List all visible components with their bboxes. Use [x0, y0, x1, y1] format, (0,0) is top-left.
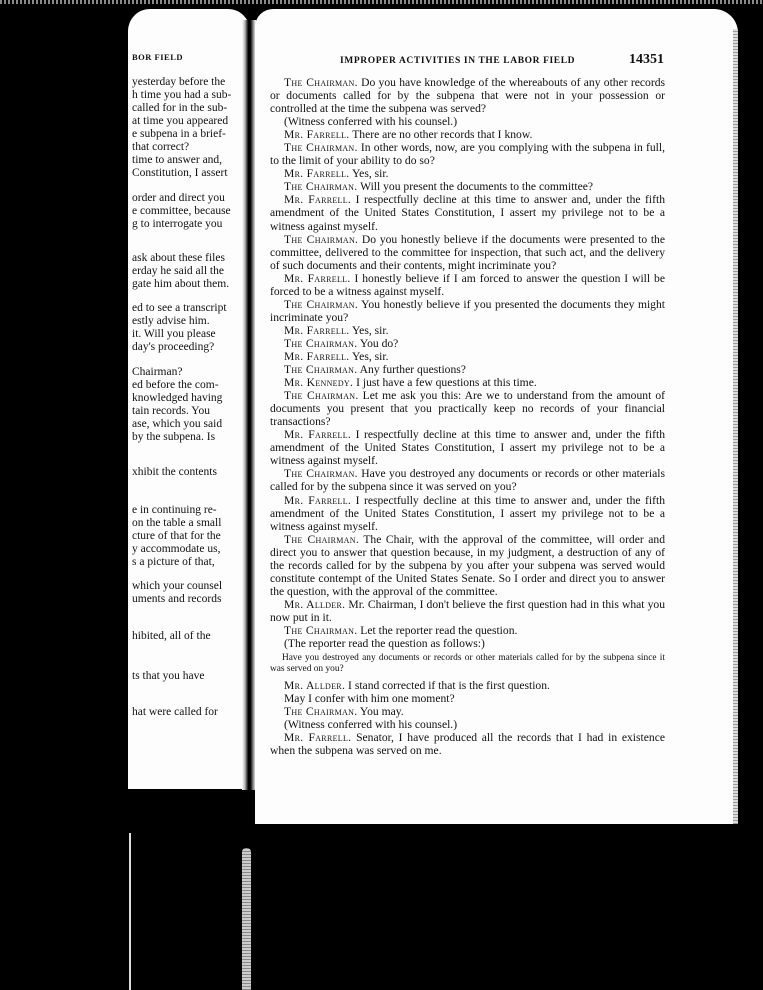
left-page-line: cture of that for the	[132, 530, 221, 542]
left-page-line: Chairman?	[132, 366, 183, 378]
left-page-line: estly advise him.	[132, 315, 210, 327]
transcript-paragraph	[270, 193, 665, 232]
running-head: IMPROPER ACTIVITIES IN THE LABOR FIELD	[340, 56, 576, 66]
speaker-name: The Chairman.	[284, 232, 359, 246]
left-page-line: called for in the sub-	[132, 102, 228, 114]
speech-text: There are no other records that I know.	[349, 128, 533, 142]
transcript-paragraph	[270, 467, 665, 493]
speech-text: Do you have knowledge of the whereabouts of any other records or documents called for by the subpena that were not in your possession or controlled at the time the subpena was served?	[270, 76, 665, 116]
transcript-paragraph	[270, 679, 665, 692]
speaker-name: Mr. Farrell.	[284, 193, 352, 207]
left-page-line: g to interrogate you	[132, 218, 223, 230]
speech-text: Let the reporter read the question.	[357, 623, 518, 637]
left-page-line: ed before the com-	[132, 379, 219, 391]
speaker-name: Mr. Farrell.	[284, 128, 350, 142]
speaker-name: Mr. Allder.	[284, 597, 346, 611]
transcript-paragraph	[270, 637, 665, 650]
transcript-paragraph	[270, 272, 665, 298]
left-page-line: order and direct you	[132, 192, 225, 204]
speech-text: I stand corrected if that is the first question.	[345, 679, 550, 693]
speech-text: I respectfully decline at this time to answer and, under the fifth amendment of the United States Constitution, I assert my privilege not to be a witness against myself.	[270, 493, 665, 533]
transcript-paragraphs	[270, 76, 665, 650]
speaker-name: The Chairman.	[284, 141, 358, 155]
left-page-line: gate him about them.	[132, 278, 230, 290]
speech-text: (The reporter read the question as follows:)	[284, 637, 485, 651]
speaker-name: The Chairman.	[284, 363, 358, 377]
transcript-paragraph	[270, 298, 665, 324]
speaker-name: The Chairman.	[284, 532, 360, 546]
speech-text: May I confer with him one moment?	[284, 692, 455, 706]
speech-text: You do?	[357, 336, 399, 350]
speech-text: (Witness conferred with his counsel.)	[284, 115, 458, 129]
speech-text: Let me ask you this: Are we to understand from the amount of documents you present that you practically keep no records of your financial transactions?	[270, 389, 665, 429]
left-page-line: tain records. You	[132, 405, 210, 417]
transcript-paragraph	[270, 624, 665, 637]
speech-text: Senator, I have produced all the records that I had in existence when the subpena was served on me.	[270, 731, 665, 758]
speaker-name: The Chairman.	[284, 297, 359, 311]
speech-text: Any further questions?	[357, 363, 466, 377]
left-page-line: time to answer and,	[132, 154, 223, 166]
left-page-line: by the subpena. Is	[132, 431, 216, 443]
left-page-line: on the table a small	[132, 517, 222, 529]
transcript-paragraph	[270, 115, 665, 128]
left-page-line: at time you appeared	[132, 115, 229, 127]
left-page-line: it. Will you please	[132, 328, 216, 340]
book-gutter	[242, 20, 256, 790]
speaker-name: The Chairman.	[284, 76, 358, 89]
speech-text: Yes, sir.	[349, 323, 389, 337]
transcript-paragraph	[270, 376, 665, 389]
transcript-paragraph	[270, 533, 665, 598]
left-page-line: day's proceeding?	[132, 341, 215, 353]
transcript-paragraph	[270, 731, 665, 757]
transcript-paragraph	[270, 141, 665, 167]
speaker-name: The Chairman.	[284, 623, 358, 637]
transcript-paragraph	[270, 494, 665, 533]
speech-text: Yes, sir.	[349, 167, 389, 181]
speaker-name: The Chairman.	[284, 180, 358, 194]
right-page	[255, 9, 738, 824]
left-page-line: knowledged having	[132, 392, 223, 404]
left-page-line: e in continuing re-	[132, 504, 217, 516]
speaker-name: Mr. Farrell.	[284, 271, 351, 285]
speech-text: (Witness conferred with his counsel.)	[284, 718, 458, 732]
speech-text: Do you honestly believe if the documents were presented to the committee, delivered to the committee for inspection, that such act, and the delivery of such documents and their contents, might incriminate you?	[270, 232, 665, 272]
left-page-line: Constitution, I assert	[132, 167, 228, 179]
left-page-line: ask about these files	[132, 252, 225, 264]
speaker-name: Mr. Farrell.	[284, 428, 352, 442]
speaker-name: The Chairman.	[284, 389, 359, 403]
speaker-name: The Chairman.	[284, 705, 358, 719]
book-spine	[242, 848, 251, 990]
speech-text: You honestly believe if you presented the documents they might incriminate you?	[270, 297, 665, 324]
left-page-line: hibited, all of the	[132, 630, 211, 642]
speech-text: The Chair, with the approval of the committee, will order and direct you to answer that question because, in my judgment, a destruction of any of the records called for by the subpena by you after your subpena was served would constitute contempt of the United States Senate. So I order and direct you to answer the question, with the approval of the committee.	[270, 532, 665, 598]
left-page-line: ase, which you said	[132, 418, 223, 430]
left-page-line: xhibit the contents	[132, 466, 217, 478]
transcript-body	[270, 76, 665, 757]
transcript-paragraph	[270, 389, 665, 428]
transcript-paragraph	[270, 705, 665, 718]
speaker-name: The Chairman.	[284, 467, 358, 481]
scan-artifact-line	[129, 833, 131, 990]
speech-text: I respectfully decline at this time to answer and, under the fifth amendment of the United States Constitution, I assert my privilege not to be a witness against myself.	[270, 428, 665, 468]
speech-text: You may.	[357, 705, 404, 719]
scan-top-edge	[0, 0, 763, 4]
speech-text: I respectfully decline at this time to answer and, under the fifth amendment of the United States Constitution, I assert my privilege not to be a witness against myself.	[270, 193, 665, 233]
page-number: 14351	[629, 52, 664, 67]
speech-text: Mr. Chairman, I don't believe the first question had in this what you now put in it.	[270, 597, 665, 624]
speaker-name: Mr. Kennedy.	[284, 376, 354, 390]
transcript-paragraph	[270, 76, 665, 115]
speaker-name: Mr. Allder.	[284, 679, 346, 693]
transcript-paragraph	[270, 128, 665, 141]
left-page-line: that correct?	[132, 141, 190, 153]
transcript-paragraphs-after-quote	[270, 679, 665, 757]
speaker-name: Mr. Farrell.	[284, 493, 352, 507]
transcript-paragraph	[270, 428, 665, 467]
speaker-name: Mr. Farrell.	[284, 349, 350, 363]
left-page-line: e committee, because	[132, 205, 231, 217]
left-page-line: ts that you have	[132, 670, 205, 682]
left-page-line: which your counsel	[132, 580, 223, 592]
left-page-line: s a picture of that,	[132, 556, 215, 568]
speech-text: Will you present the documents to the committee?	[357, 180, 594, 194]
right-page-edge	[733, 29, 738, 824]
left-page-line: y accommodate us,	[132, 543, 221, 555]
transcript-paragraph	[270, 718, 665, 731]
speech-text: In other words, now, are you complying with the subpena in full, to the limit of your ability to do so?	[270, 141, 665, 168]
speech-text: Have you destroyed any documents or records or other materials called for by the subpena since it was served on you?	[270, 467, 665, 494]
speaker-name: Mr. Farrell.	[284, 731, 352, 745]
transcript-paragraph	[270, 324, 665, 337]
transcript-paragraph	[270, 180, 665, 193]
left-page-line: ed to see a transcript	[132, 302, 227, 314]
quoted-question: Have you destroyed any documents or records or other materials called for by the subpena since it was served on you?	[270, 653, 665, 675]
speaker-name: Mr. Farrell.	[284, 323, 350, 337]
left-running-head: BOR FIELD	[132, 52, 184, 62]
left-page-line: e subpena in a brief-	[132, 128, 226, 140]
transcript-paragraph	[270, 233, 665, 272]
transcript-paragraph	[270, 337, 665, 350]
left-page-line: h time you had a sub-	[132, 89, 232, 101]
transcript-paragraph	[270, 363, 665, 376]
speech-text: I just have a few questions at this time.	[353, 376, 537, 390]
transcript-paragraph	[270, 167, 665, 180]
left-page-fragment	[128, 9, 250, 789]
left-page-line: erday he said all the	[132, 265, 224, 277]
transcript-paragraph	[270, 350, 665, 363]
transcript-paragraph	[270, 692, 665, 705]
speaker-name: The Chairman.	[284, 336, 358, 350]
left-page-line: yesterday before the	[132, 76, 226, 88]
speech-text: I honestly believe if I am forced to answer the question I will be forced to be a witness against myself.	[270, 271, 665, 298]
speaker-name: Mr. Farrell.	[284, 167, 350, 181]
left-page-line: uments and records	[132, 593, 222, 605]
left-page-line: hat were called for	[132, 706, 218, 718]
speech-text: Yes, sir.	[349, 349, 389, 363]
transcript-paragraph	[270, 598, 665, 624]
